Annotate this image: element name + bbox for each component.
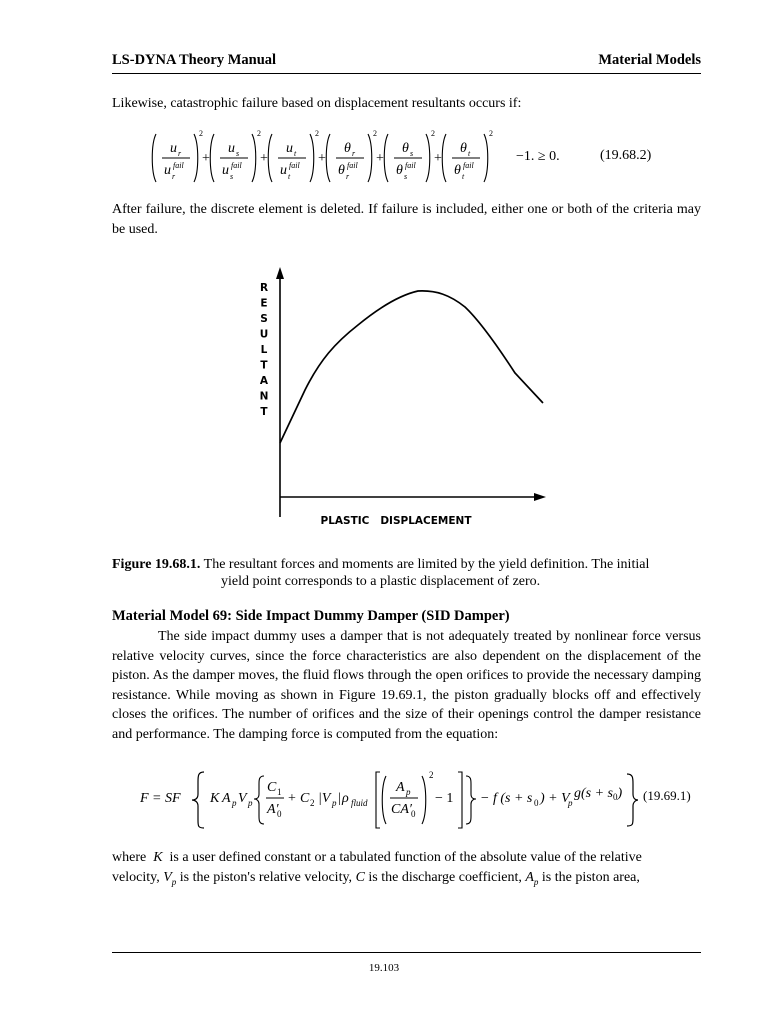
eq2-rho: ρ: [342, 791, 349, 806]
closing-var-ap: A: [525, 869, 534, 885]
term-denominator-sub: r: [346, 172, 350, 181]
closing-line-1: [112, 848, 701, 868]
term-left-paren: [268, 134, 272, 182]
closing-paragraph: [112, 848, 701, 892]
closing-var-ap-sub: p: [533, 876, 539, 887]
term-numerator-sub: r: [352, 149, 356, 158]
closing-var-vp: V: [163, 869, 172, 885]
y-axis-label-letter: L: [260, 344, 268, 356]
term-power: 2: [257, 129, 261, 138]
eq2-tail-2: ) + V: [540, 791, 570, 806]
equation-19-69-1: [140, 762, 615, 832]
term-denominator-sub: r: [172, 172, 176, 181]
term-left-paren: [210, 134, 214, 182]
y-axis-label-letter: N: [259, 390, 269, 403]
closing-var-c: C: [355, 869, 365, 885]
after-failure-paragraph: After failure, the discrete element is deleted. If failure is included, either one or both of the criteria may be used.: [112, 202, 701, 237]
eq2-abs-bar: |: [338, 791, 341, 806]
eq2-a0: A′: [267, 802, 279, 817]
eq2-c2-sub: 2: [310, 798, 315, 808]
term-denominator: θ: [454, 163, 461, 178]
y-axis-label: [260, 282, 269, 418]
resultant-curve: [280, 291, 543, 443]
eq2-ap: A: [396, 780, 405, 795]
closing-line-2: [112, 868, 701, 892]
equation-trailing: −1. ≥ 0.: [516, 149, 560, 164]
y-axis-label-letter: R: [259, 282, 269, 294]
footer-rule: [112, 952, 701, 953]
term-right-paren: [484, 134, 488, 182]
term-power: 2: [199, 129, 203, 138]
section-body: The side impact dummy uses a damper that is not adequately treated by nonlinear force versus relative velocity curves, since the force characteristics are also dependent on the displacement of the piston. As the damper moves, the fluid flows through the open orifices to provide the necessary damping resistance. While moving as shown in Figure 19.69.1, the piston gradually blocks off and effectively closes the orifices. The number of orifices and the size of their openings control the damper resistance and performance. The damping force is computed from the equation:: [112, 629, 701, 742]
eq2-tail-3: g(s + s: [574, 786, 614, 801]
y-axis-label-letter: A: [259, 375, 269, 387]
term-left-paren: [152, 134, 156, 182]
term-numerator-sub: s: [236, 149, 240, 158]
term-denominator-sup: fail: [347, 161, 358, 170]
term-numerator-sub: t: [468, 149, 471, 158]
term-plus: +: [434, 151, 442, 166]
term-right-paren: [310, 134, 314, 182]
term-right-paren: [426, 134, 430, 182]
y-axis-arrow: [276, 267, 284, 279]
caption-line-2: yield point corresponds to a plastic displacement of zero.: [221, 574, 541, 589]
term-power: 2: [431, 129, 435, 138]
term-plus: +: [318, 151, 326, 166]
term-numerator: θ: [460, 141, 467, 156]
term-denominator-sub: t: [462, 172, 465, 181]
header-section: Material Models: [598, 52, 701, 68]
closing-line-1-rest: is a user defined constant or a tabulated function of the absolute value of the relative: [169, 850, 642, 865]
y-axis-label-letter: T: [260, 359, 268, 372]
term-denominator-sup: fail: [405, 161, 416, 170]
term-denominator-sup: fail: [463, 161, 474, 170]
term-power: 2: [489, 129, 493, 138]
header-title: LS-DYNA Theory Manual: [112, 52, 277, 68]
closing-piston-velocity: is the piston's relative velocity,: [179, 869, 353, 885]
eq2-c1: C: [267, 780, 277, 795]
y-axis-label-letter: S: [260, 313, 268, 325]
eq2-c1-sub: 1: [277, 787, 282, 797]
resultant-plot: [250, 255, 570, 540]
term-denominator: u: [164, 163, 171, 178]
term-numerator: u: [228, 141, 235, 156]
term-left-paren: [326, 134, 330, 182]
term-denominator: u: [222, 163, 229, 178]
eq2-ca0: CA′: [391, 802, 412, 817]
eq2-tail-4: ): [617, 786, 623, 801]
eq2-plus: +: [288, 791, 296, 806]
right-bracket: [458, 772, 462, 828]
term-power: 2: [373, 129, 377, 138]
eq2-tail-1: − f (s + s: [480, 791, 533, 806]
intro-paragraph: Likewise, catastrophic failure based on displacement resultants occurs if:: [112, 96, 522, 111]
term-numerator-sub: t: [294, 149, 297, 158]
y-axis-label-letter: E: [260, 297, 268, 310]
term-power: 2: [315, 129, 319, 138]
term-plus: +: [260, 151, 268, 166]
term-denominator-sup: fail: [231, 161, 242, 170]
eq2-a-sub: p: [232, 798, 237, 808]
term-numerator-sub: r: [178, 149, 182, 158]
eq2-ap-sub: p: [406, 787, 411, 797]
closing-velocity: velocity,: [112, 869, 160, 885]
x-axis-label: PLASTIC DISPLACEMENT: [320, 515, 472, 527]
header-rule: [112, 73, 701, 74]
closing-var-vp-sub: p: [171, 876, 177, 887]
y-axis-label-letter: T: [260, 406, 268, 418]
eq2-tail-continued: [574, 786, 622, 802]
eq2-rho-sub: fluid: [351, 798, 368, 808]
eq2-v: V: [238, 791, 247, 806]
term-numerator: θ: [344, 141, 351, 156]
left-paren: [382, 776, 386, 824]
term-denominator-sup: fail: [289, 161, 300, 170]
term-denominator: u: [280, 163, 287, 178]
term-denominator-sub: s: [230, 172, 234, 181]
outer-left-brace: [192, 772, 204, 828]
equation-terms: [152, 129, 493, 182]
outer-right-brace: [625, 772, 639, 828]
closing-piston-area: is the piston area,: [541, 869, 640, 885]
term-left-paren: [384, 134, 388, 182]
caption-line-1: The resultant forces and moments are limited by the yield definition. The initial: [203, 557, 650, 572]
term-right-paren: [252, 134, 256, 182]
term-denominator: θ: [396, 163, 403, 178]
eq2-k: K: [210, 791, 220, 806]
term-denominator-sub: s: [404, 172, 408, 181]
closing-where: where: [112, 850, 147, 865]
term-numerator: u: [286, 141, 293, 156]
term-plus: +: [202, 151, 210, 166]
eq2-tail-sub-0b: 0: [613, 792, 618, 802]
caption-label: Figure 19.68.1.: [112, 557, 201, 572]
eq2-ca0-sub: 0: [411, 809, 416, 819]
eq2-tail-sub-0a: 0: [534, 798, 539, 808]
right-paren: [422, 776, 426, 824]
closing-var-k: K: [153, 850, 163, 865]
page-number: 19.103: [368, 962, 400, 974]
term-left-paren: [442, 134, 446, 182]
term-right-paren: [368, 134, 372, 182]
eq2-lhs: F = SF: [140, 791, 181, 806]
left-bracket: [376, 772, 380, 828]
term-denominator-sub: t: [288, 172, 291, 181]
eq2-minus-one: − 1: [435, 791, 454, 806]
eq2-a0-sub: 0: [277, 809, 282, 819]
term-numerator-sub: s: [410, 149, 414, 158]
term-right-paren: [194, 134, 198, 182]
term-denominator: θ: [338, 163, 345, 178]
eq2-v-sub: p: [248, 798, 253, 808]
y-axis-label-letter: U: [259, 328, 269, 341]
figure-caption: [112, 555, 712, 575]
equation-number-1: (19.68.2): [600, 148, 652, 163]
x-axis-arrow: [534, 493, 546, 501]
eq2-a: A: [222, 791, 231, 806]
eq2-abs-v: |V: [318, 791, 331, 806]
section-heading: Material Model 69: Side Impact Dummy Damper (SID Damper): [112, 608, 510, 624]
inner-right-brace: [466, 776, 476, 824]
figure-19-68-1: [250, 255, 570, 545]
closing-discharge: is the discharge coefficient,: [368, 869, 522, 885]
term-plus: +: [376, 151, 384, 166]
term-numerator: θ: [402, 141, 409, 156]
equation-number-2: (19.69.1): [643, 788, 691, 803]
eq2-power: 2: [429, 770, 434, 780]
eq2-abs-v-sub: p: [332, 798, 337, 808]
term-denominator-sup: fail: [173, 161, 184, 170]
eq2-c2: C: [300, 791, 310, 806]
term-numerator: u: [170, 141, 177, 156]
eq2-tail-vsub: p: [568, 798, 573, 808]
inner-left-brace: [254, 776, 264, 824]
